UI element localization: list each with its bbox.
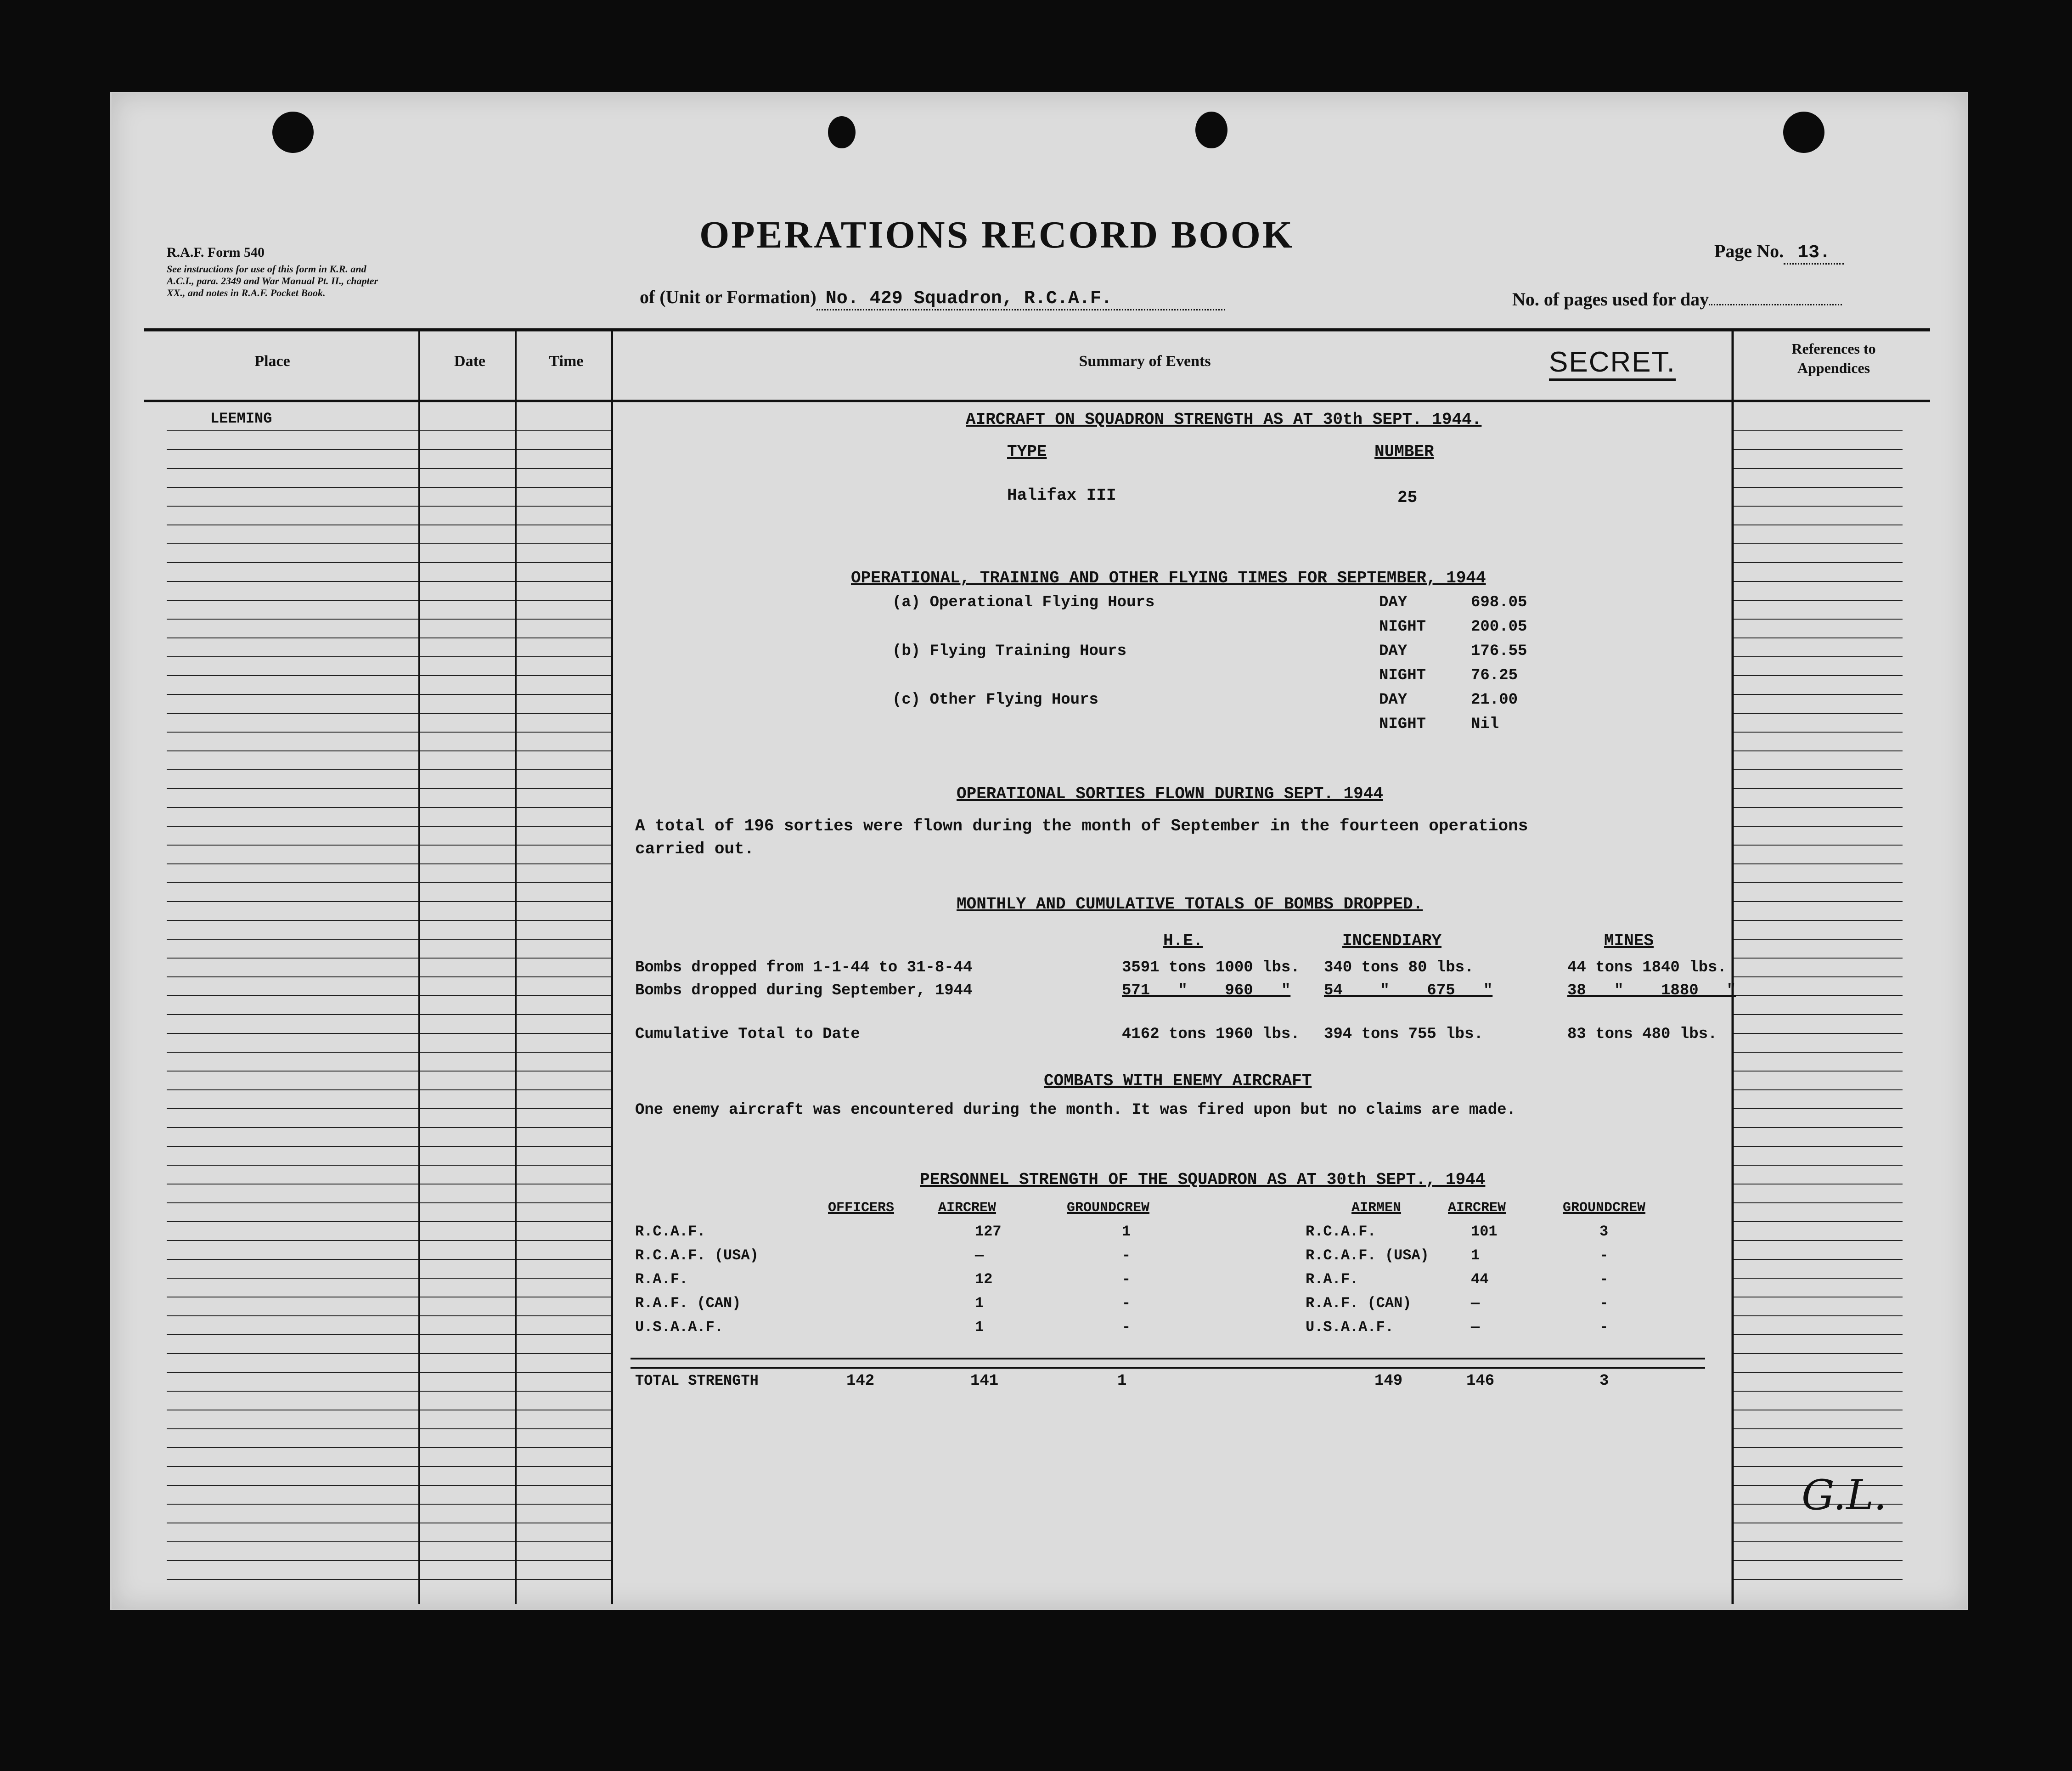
flying-time-label: (c) Other Flying Hours (892, 691, 1098, 709)
personnel-label: R.C.A.F. (USA) (635, 1247, 759, 1264)
header-date: Date (454, 353, 485, 370)
combats-heading: COMBATS WITH ENEMY AIRCRAFT (1044, 1072, 1312, 1090)
personnel-groundcrew: - (1122, 1295, 1131, 1312)
bombs-row-1-label: Bombs dropped from 1-1-44 to 31-8-44 (635, 959, 973, 976)
personnel-groundcrew: - (1122, 1319, 1131, 1336)
flying-time-value: Nil (1471, 716, 1499, 733)
bombs-row-2-mines: 38 " 1880 " (1567, 982, 1736, 999)
secret-stamp: SECRET. (1549, 346, 1676, 381)
personnel-header: AIRCREW (1448, 1200, 1506, 1216)
personnel-groundcrew: - (1122, 1271, 1131, 1288)
bombs-heading: MONTHLY AND CUMULATIVE TOTALS OF BOMBS DROPPED. (957, 895, 1423, 914)
personnel-header: OFFICERS (828, 1200, 895, 1216)
aircraft-number: 25 (1397, 488, 1418, 507)
bombs-col-incendiary: INCENDIARY (1342, 931, 1442, 950)
personnel-label-airmen: R.C.A.F. (USA) (1306, 1247, 1429, 1264)
flying-time-period: DAY (1379, 643, 1408, 660)
personnel-label-airmen: R.C.A.F. (1306, 1223, 1376, 1240)
total-aircrew-airmen: 146 (1466, 1372, 1495, 1390)
flying-time-label: (a) Operational Flying Hours (892, 594, 1155, 611)
signature: G.L. (1802, 1471, 1887, 1519)
personnel-groundcrew-airmen: - (1599, 1319, 1609, 1336)
personnel-aircrew-airmen: — (1471, 1295, 1480, 1312)
personnel-label: R.A.F. (CAN) (635, 1295, 741, 1312)
total-officers: 142 (846, 1372, 875, 1390)
personnel-aircrew: 127 (975, 1223, 1002, 1240)
aircraft-heading: AIRCRAFT ON SQUADRON STRENGTH AS AT 30th SEPT. 1944. (966, 410, 1482, 429)
page-number-value: 13. (1784, 243, 1844, 265)
personnel-label: U.S.A.A.F. (635, 1319, 724, 1336)
total-strength-label: TOTAL STRENGTH (635, 1372, 759, 1389)
bombs-row-3-he: 4162 tons 1960 lbs. (1122, 1026, 1300, 1043)
flying-time-value: 76.25 (1471, 667, 1518, 684)
flying-time-label: (b) Flying Training Hours (892, 643, 1127, 660)
bombs-row-2-incendiary: 54 " 675 " (1324, 982, 1493, 999)
personnel-groundcrew-airmen: - (1599, 1247, 1609, 1264)
pages-used-label: No. of pages used for day (1512, 289, 1709, 310)
personnel-header: AIRCREW (938, 1200, 997, 1216)
unit-label: of (Unit or Formation) (640, 287, 816, 307)
personnel-aircrew-airmen: 101 (1471, 1223, 1498, 1240)
ruled-grid (112, 93, 1967, 1609)
personnel-groundcrew: 1 (1122, 1223, 1131, 1240)
personnel-header: GROUNDCREW (1067, 1200, 1150, 1216)
total-aircrew: 141 (970, 1372, 999, 1390)
personnel-aircrew-airmen: 1 (1471, 1247, 1480, 1264)
personnel-aircrew: 12 (975, 1271, 993, 1288)
record-sheet (110, 92, 1968, 1610)
bombs-col-he: H.E. (1163, 931, 1203, 950)
personnel-label-airmen: R.A.F. (CAN) (1306, 1295, 1412, 1312)
flying-time-period: DAY (1379, 691, 1408, 709)
flying-time-value: 176.55 (1471, 643, 1527, 660)
sorties-heading: OPERATIONAL SORTIES FLOWN DURING SEPT. 1944 (957, 784, 1383, 803)
aircraft-number-label: NUMBER (1374, 442, 1434, 461)
place-entry: LEEMING (210, 410, 272, 427)
bombs-row-3-label: Cumulative Total to Date (635, 1026, 860, 1043)
header-place: Place (254, 353, 290, 370)
combats-text: One enemy aircraft was encountered during the month. It was fired upon but no claims are made. (635, 1101, 1516, 1119)
total-groundcrew: 1 (1117, 1372, 1127, 1390)
personnel-aircrew: — (975, 1247, 984, 1264)
flying-time-value: 200.05 (1471, 618, 1527, 636)
flying-time-value: 21.00 (1471, 691, 1518, 709)
flying-times-heading: OPERATIONAL, TRAINING AND OTHER FLYING TIMES FOR SEPTEMBER, 1944 (851, 569, 1486, 587)
flying-time-period: NIGHT (1379, 716, 1426, 733)
bombs-row-2-he: 571 " 960 " (1122, 982, 1291, 999)
form-number: R.A.F. Form 540 (167, 245, 265, 260)
bombs-row-2-label: Bombs dropped during September, 1944 (635, 982, 973, 999)
flying-time-period: DAY (1379, 594, 1408, 611)
sorties-line-2: carried out. (635, 840, 754, 858)
personnel-groundcrew-airmen: - (1599, 1295, 1609, 1312)
sorties-line-1: A total of 196 sorties were flown during the month of September in the fourteen operations (635, 817, 1528, 835)
header-summary: Summary of Events (1079, 353, 1211, 370)
personnel-header: GROUNDCREW (1563, 1200, 1646, 1216)
page-title: OPERATIONS RECORD BOOK (699, 214, 1295, 256)
personnel-aircrew: 1 (975, 1319, 984, 1336)
bombs-row-1-he: 3591 tons 1000 lbs. (1122, 959, 1300, 976)
bombs-row-3-incendiary: 394 tons 755 lbs. (1324, 1026, 1483, 1043)
header-time: Time (549, 353, 584, 370)
bombs-row-1-mines: 44 tons 1840 lbs. (1567, 959, 1727, 976)
personnel-aircrew-airmen: 44 (1471, 1271, 1489, 1288)
aircraft-type-label: TYPE (1007, 442, 1047, 461)
personnel-header: AIRMEN (1351, 1200, 1402, 1216)
personnel-aircrew: 1 (975, 1295, 984, 1312)
aircraft-type: Halifax III (1007, 486, 1116, 505)
flying-time-period: NIGHT (1379, 618, 1426, 636)
header-references: References to Appendices (1791, 340, 1876, 376)
personnel-groundcrew-airmen: - (1599, 1271, 1609, 1288)
total-airmen: 149 (1374, 1372, 1403, 1390)
personnel-label: R.C.A.F. (635, 1223, 706, 1240)
personnel-label-airmen: R.A.F. (1306, 1271, 1359, 1288)
personnel-aircrew-airmen: — (1471, 1319, 1480, 1336)
flying-time-period: NIGHT (1379, 667, 1426, 684)
total-groundcrew-airmen: 3 (1599, 1372, 1609, 1390)
bombs-row-3-mines: 83 tons 480 lbs. (1567, 1026, 1717, 1043)
bombs-col-mines: MINES (1604, 931, 1654, 950)
personnel-groundcrew: - (1122, 1247, 1131, 1264)
flying-time-value: 698.05 (1471, 594, 1527, 611)
unit-value: No. 429 Squadron, R.C.A.F. (816, 288, 1225, 310)
personnel-groundcrew-airmen: 3 (1599, 1223, 1609, 1240)
bombs-row-1-incendiary: 340 tons 80 lbs. (1324, 959, 1474, 976)
personnel-label-airmen: U.S.A.A.F. (1306, 1319, 1394, 1336)
form-instructions: See instructions for use of this form in K.R. and A.C.I., para. 2349 and War Manual Pt. II., chapter XX., and notes in R.A.F. Pocket Book. (167, 263, 378, 299)
personnel-heading: PERSONNEL STRENGTH OF THE SQUADRON AS AT 30th SEPT., 1944 (920, 1170, 1486, 1189)
personnel-label: R.A.F. (635, 1271, 688, 1288)
page-number-label: Page No. (1714, 241, 1784, 261)
